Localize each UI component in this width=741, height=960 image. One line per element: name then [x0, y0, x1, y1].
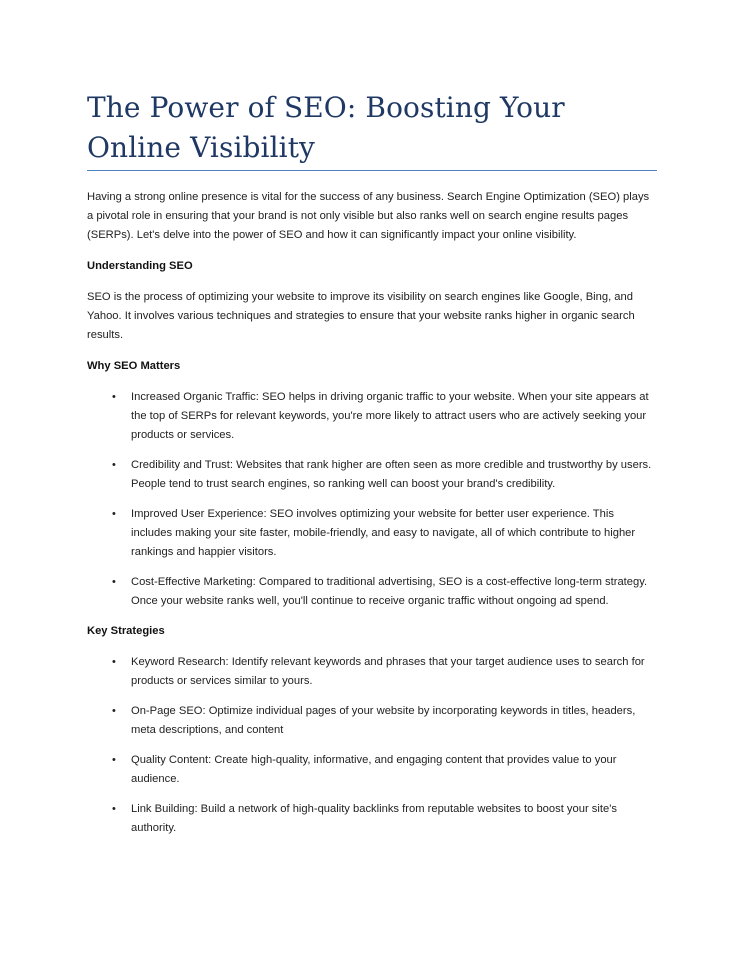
why-seo-matters-list: [87, 388, 657, 611]
list-item-text: On-Page SEO: Optimize individual pages of your website by incorporating keywords in titles, headers, meta descriptions, and content: [131, 705, 636, 736]
list-item-text: Link Building: Build a network of high-quality backlinks from reputable websites to boost your site's authority.: [131, 803, 617, 834]
list-item: [87, 456, 657, 494]
list-item: [87, 505, 657, 562]
bullet-icon: •: [112, 391, 116, 403]
page-title: The Power of SEO: Boosting Your Online Visibility: [87, 91, 565, 164]
section-heading-understanding-seo: Understanding SEO: [87, 260, 193, 272]
list-item-text: Quality Content: Create high-quality, informative, and engaging content that provides value to your audience.: [131, 754, 617, 785]
list-item: [87, 702, 657, 740]
bullet-icon: •: [112, 576, 116, 588]
list-item-text: Credibility and Trust: Websites that rank higher are often seen as more credible and trustworthy by users. People tend to trust search engines, so ranking well can boost your brand's credibility.: [131, 459, 652, 490]
list-item-text: Keyword Research: Identify relevant keywords and phrases that your target audience uses to search for products or services similar to yours.: [131, 656, 645, 687]
section-heading-why-seo-matters: Why SEO Matters: [87, 360, 181, 372]
list-item: [87, 653, 657, 691]
list-item: [87, 751, 657, 789]
bullet-icon: •: [112, 803, 116, 815]
list-item: [87, 388, 657, 445]
list-item: [87, 573, 657, 611]
section-heading-key-strategies: Key Strategies: [87, 625, 165, 637]
title-divider: [87, 170, 657, 171]
list-item-text: Improved User Experience: SEO involves optimizing your website for better user experience. This includes making your site faster, mobile-friendly, and easy to navigate, all of which contribute to higher rankings and happier visitors.: [131, 508, 636, 558]
understanding-seo-paragraph: SEO is the process of optimizing your website to improve its visibility on search engines like Google, Bing, and Yahoo. It involves various techniques and strategies to ensure that your website ranks higher in organic search results.: [87, 291, 635, 341]
bullet-icon: •: [112, 705, 116, 717]
bullet-icon: •: [112, 754, 116, 766]
list-item-text: Increased Organic Traffic: SEO helps in driving organic traffic to your website. When your site appears at the top of SERPs for relevant keywords, you're more likely to attract users who are actively seeking your products or services.: [131, 391, 649, 441]
document-page: [87, 88, 657, 849]
list-item: [87, 800, 657, 838]
bullet-icon: •: [112, 508, 116, 520]
bullet-icon: •: [112, 656, 116, 668]
list-item-text: Cost-Effective Marketing: Compared to traditional advertising, SEO is a cost-effective long-term strategy. Once your website ranks well, you'll continue to receive organic traffic without ongoing ad spend.: [131, 576, 648, 607]
bullet-icon: •: [112, 459, 116, 471]
key-strategies-list: [87, 653, 657, 838]
intro-paragraph: Having a strong online presence is vital for the success of any business. Search Engine Optimization (SEO) plays a pivotal role in ensuring that your brand is not only visible but also ranks well on search engine results pages (SERPs). Let's delve into the power of SEO and how it can significantly impact your online visibility.: [87, 191, 650, 241]
